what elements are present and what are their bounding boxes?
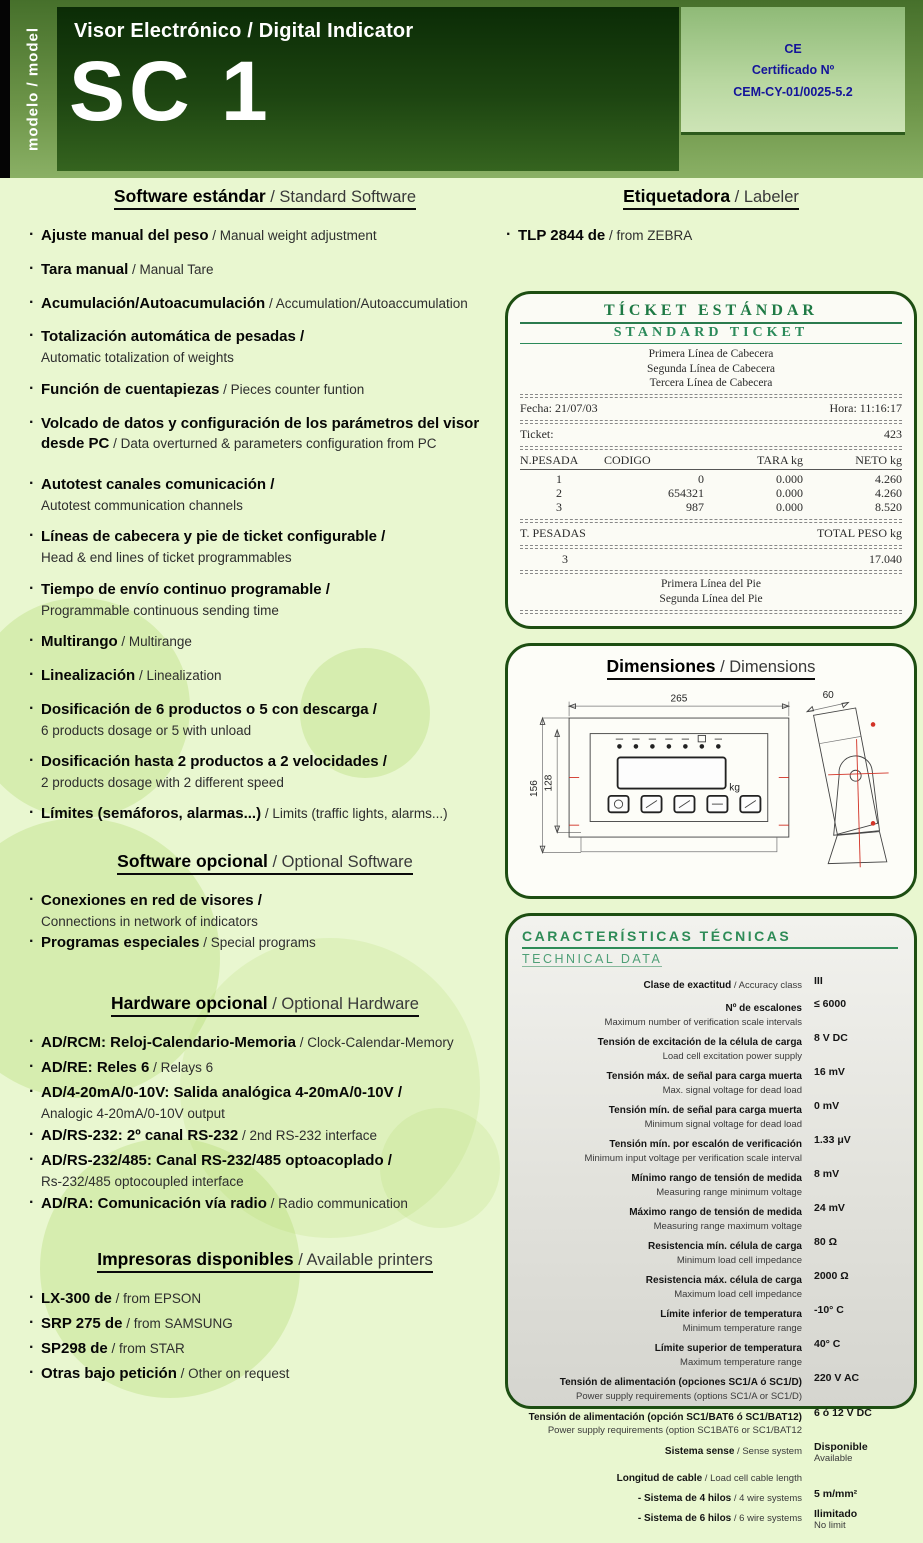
list-item: [28, 1151, 502, 1190]
section-title-es: Dimensiones: [606, 655, 716, 676]
section-available-printers: [28, 1249, 502, 1384]
tech-row: [522, 1488, 898, 1507]
section-title-es: Hardware opcional: [111, 993, 268, 1014]
model-vertical-label: modelo / model: [24, 27, 42, 152]
tech-label-en: / 4 wire systems: [731, 1493, 802, 1505]
right-column: [505, 186, 917, 1532]
tech-value: III: [814, 974, 823, 987]
section-heading-underline: [97, 1249, 433, 1273]
item-en: 6 products dosage or 5 with unload: [41, 722, 252, 738]
tech-row: [522, 1100, 898, 1130]
list-item: [28, 891, 502, 930]
item-en: Automatic totalization of weights: [41, 350, 234, 366]
tech-label-es: Clase de exactitud: [643, 979, 732, 991]
section-heading-labeler: [505, 186, 917, 210]
tech-row: [522, 1066, 898, 1096]
standard-ticket-panel: [505, 291, 917, 629]
tech-value: 40° C: [814, 1338, 841, 1351]
tech-label-es: Sistema sense: [664, 1445, 735, 1457]
tech-row: [522, 1304, 898, 1334]
ticket-cell: 2: [556, 486, 562, 501]
tech-value: 220 V AC: [814, 1372, 860, 1385]
item-en: / Manual Tare: [128, 261, 214, 277]
dimensions-drawing: [516, 686, 906, 892]
item-es: Otras bajo petición: [41, 1364, 177, 1382]
dim-inner-height-label: 128: [543, 774, 555, 792]
tech-label-en: / Accuracy class: [731, 979, 802, 991]
tech-value: 1.33 μV: [814, 1133, 851, 1146]
item-es: Líneas de cabecera y pie de ticket configurable /: [41, 528, 386, 546]
ticket-header-line: Primera Línea de Cabecera: [648, 348, 774, 361]
list-item: [28, 1339, 502, 1360]
ticket-date: Fecha: 21/07/03: [520, 400, 598, 415]
ticket-row: [520, 473, 902, 487]
list-item: [28, 632, 502, 653]
item-es: Linealización: [41, 666, 136, 684]
section-heading: [28, 186, 502, 210]
ticket-footer-line: Segunda Línea del Pie: [659, 592, 763, 605]
list-item: [28, 1033, 502, 1054]
list-item: [28, 226, 502, 247]
ticket-footer-lines: [520, 578, 902, 605]
technical-data-table: [508, 916, 914, 1543]
item-en: / Radio communication: [266, 1196, 408, 1212]
item-es: Totalización automática de pesadas /: [41, 328, 305, 346]
tech-label-es: - Sistema de 4 hilos: [637, 1493, 732, 1505]
model-name: SC 1: [69, 44, 272, 138]
item-en: / from ZEBRA: [605, 228, 693, 243]
tech-value: ≤ 6000: [814, 997, 847, 1010]
tech-label-es: Tensión de alimentación (opciones SC1/A ó SC1/D): [559, 1377, 802, 1389]
section-optional-software: [28, 851, 502, 953]
item-es: Ajuste manual del peso: [41, 227, 209, 244]
certificate-number: CEM-CY-01/0025-5.2: [733, 84, 853, 99]
item-es: AD/RA: Comunicación vía radio: [41, 1195, 267, 1213]
tech-label-es: Resistencia mín. célula de carga: [648, 1241, 802, 1253]
tech-row: [522, 1202, 898, 1232]
item-es: AD/RE: Reles 6: [41, 1059, 150, 1077]
tech-label-es: Resistencia máx. célula de carga: [645, 1275, 802, 1287]
ticket-col-header: TARA kg: [756, 452, 803, 467]
tech-row: [522, 1236, 898, 1266]
item-es: Volcado de datos y configuración de los parámetros del visor desde PC: [41, 414, 480, 453]
tech-value: 80 Ω: [814, 1236, 838, 1249]
section-heading: [28, 993, 502, 1017]
tech-value: Ilimitado: [814, 1507, 858, 1520]
section-standard-software: [28, 186, 502, 825]
ticket-totals-row: [520, 553, 902, 567]
tech-row: [522, 1134, 898, 1164]
item-es: Programas especiales: [41, 933, 200, 951]
section-heading-underline: [114, 186, 416, 210]
list-item: [28, 260, 502, 281]
tech-label-es: Tensión de alimentación (opción SC1/BAT6 ó SC1/BAT12): [528, 1411, 802, 1423]
section-heading: [28, 851, 502, 875]
tech-value: 2000 Ω: [814, 1270, 849, 1283]
list-item: [28, 1058, 502, 1079]
tech-label-es: - Sistema de 6 hilos: [637, 1512, 732, 1524]
tech-label-en: / Load cell cable length: [702, 1473, 802, 1485]
item-en: Connections in network of indicators: [41, 914, 258, 930]
ticket-cell: 0.000: [776, 486, 803, 501]
tech-label-en: Power supply requirements (option SC1BAT6 or SC1/BAT12: [547, 1425, 802, 1437]
section-optional-hardware: [28, 993, 502, 1215]
ticket: [520, 302, 902, 614]
ticket-total-weight: 17.040: [869, 551, 902, 566]
tech-value: 5 m/mm²: [814, 1488, 858, 1501]
ticket-cell: 654321: [668, 486, 704, 501]
tech-value: 8 V DC: [814, 1031, 848, 1044]
tech-row: [522, 975, 898, 994]
ticket-number-label: Ticket:: [520, 426, 554, 441]
ticket-cell: 0.000: [776, 472, 803, 487]
item-en: / Manual weight adjustment: [208, 228, 377, 243]
tech-label-en: Maximum load cell impedance: [674, 1289, 802, 1301]
item-es: Dosificación hasta 2 productos a 2 velocidades /: [41, 753, 387, 771]
ticket-separator: [520, 610, 902, 614]
tech-value: 8 mV: [814, 1168, 840, 1181]
item-en: / from STAR: [107, 1340, 185, 1356]
tech-row: [522, 1372, 898, 1402]
item-en: / Special programs: [199, 934, 316, 950]
ticket-separator: [520, 545, 902, 549]
ticket-header-lines: [520, 348, 902, 390]
ticket-col-header: NETO kg: [855, 452, 902, 467]
dim-width-label: 265: [670, 693, 688, 705]
technical-data-panel: [505, 913, 917, 1532]
ticket-col-header: N.PESADA: [520, 452, 579, 467]
item-en: / Pieces counter funtion: [219, 381, 365, 397]
tech-label-es: Tensión mín. de señal para carga muerta: [608, 1104, 802, 1116]
tech-row: [522, 1407, 898, 1437]
tech-title-es: CARACTERÍSTICAS TÉCNICAS: [522, 928, 898, 949]
tech-row: [522, 998, 898, 1028]
item-es: LX-300 de: [41, 1290, 112, 1308]
tech-label-en: Power supply requirements (options SC1/A or SC1/D): [576, 1391, 802, 1403]
tech-label-en: Minimum temperature range: [682, 1323, 802, 1335]
list-item: [28, 1194, 502, 1215]
list-item: [28, 666, 502, 687]
tech-label-es: Mínimo rango de tensión de medida: [631, 1173, 802, 1185]
tech-label-es: Nº de escalones: [725, 1002, 802, 1014]
tech-label-en: Maximum number of verification scale intervals: [604, 1016, 802, 1028]
tech-label-en: / Sense system: [734, 1445, 802, 1457]
tech-value: 6 ó 12 V DC: [814, 1406, 872, 1419]
item-es: Autotest canales comunicación /: [41, 476, 275, 494]
ce-mark: CE: [784, 42, 802, 56]
item-es: Conexiones en red de visores /: [41, 892, 262, 910]
list-item: [28, 294, 502, 315]
item-es: Tiempo de envío continuo programable /: [41, 580, 330, 598]
section-title-en: / Optional Hardware: [267, 995, 419, 1014]
tech-title-en: TECHNICAL DATA: [522, 951, 663, 966]
tech-value: 16 mV: [814, 1065, 845, 1078]
section-heading: [28, 1249, 502, 1273]
item-es: Dosificación de 6 productos o 5 con descarga /: [41, 700, 377, 718]
list-item: [28, 580, 502, 619]
ticket-number-row: [520, 428, 902, 442]
tech-label-es: Tensión mín. por escalón de verificación: [609, 1138, 802, 1150]
section-heading-dimensions: [516, 656, 906, 680]
section-title-en: / Optional Software: [267, 853, 413, 872]
ticket-row: [520, 487, 902, 501]
section-title-es: Etiquetadora: [623, 186, 731, 206]
ticket-cell: 0: [698, 472, 704, 487]
section-title-es: Impresoras disponibles: [97, 1249, 294, 1270]
tech-row: [522, 1508, 898, 1532]
dim-depth-label: 60: [822, 689, 834, 701]
ticket-totals-header: [520, 527, 902, 541]
list-item: [28, 752, 502, 791]
left-edge-bar: [0, 0, 10, 178]
dim-height-label: 156: [529, 779, 541, 797]
page-body: [0, 178, 923, 1532]
list-item: [28, 1364, 502, 1385]
item-es: Multirango: [41, 633, 118, 651]
item-en: / from SAMSUNG: [122, 1316, 233, 1332]
tech-label-en: Load cell excitation power supply: [662, 1050, 802, 1062]
list-item: [28, 933, 502, 954]
list-item: [28, 1314, 502, 1335]
ticket-cell: 1: [556, 472, 562, 487]
tech-label-en: Maximum temperature range: [680, 1357, 802, 1369]
tech-label-es: Tensión máx. de señal para carga muerta: [606, 1070, 802, 1082]
item-en: / Multirange: [117, 634, 192, 650]
header-box: [57, 7, 679, 171]
ticket-number: 423: [884, 426, 902, 441]
list-item: [28, 804, 502, 825]
ticket-cell: 3: [556, 499, 562, 514]
list-item: [505, 226, 917, 247]
tech-value: -10° C: [814, 1304, 844, 1317]
ce-certificate-box: [681, 7, 905, 135]
ticket-cell: 4.260: [875, 486, 902, 501]
item-en: / Data overturned & parameters configuration from PC: [109, 436, 437, 452]
list-item: [28, 700, 502, 739]
item-es: AD/RS-232: 2º canal RS-232: [41, 1127, 239, 1145]
tech-label-en: Minimum signal voltage for dead load: [644, 1118, 802, 1130]
item-en: / Accumulation/Autoaccumulation: [265, 295, 468, 311]
item-es: Función de cuentapiezas: [41, 380, 220, 398]
ticket-header-line: Segunda Línea de Cabecera: [646, 362, 776, 375]
ticket-col-header: CODIGO: [604, 452, 651, 467]
item-es: SRP 275 de: [41, 1315, 123, 1333]
tech-value: Disponible: [814, 1440, 868, 1453]
list-item: [28, 327, 502, 366]
button-row: [608, 796, 760, 812]
tech-label-en: Minimum input voltage per verification scale interval: [584, 1152, 802, 1164]
tech-value: 24 mV: [814, 1202, 845, 1215]
item-en: / Other on request: [176, 1365, 290, 1381]
ticket-date-row: [520, 402, 902, 416]
dimensions-panel: [505, 643, 917, 899]
ticket-cell: 987: [686, 499, 704, 514]
item-es: TLP 2844 de: [518, 227, 606, 244]
section-title-es: Software estándar: [113, 186, 266, 206]
list-item: [28, 1289, 502, 1310]
ticket-cell: 4.260: [875, 472, 902, 487]
tech-value-en: No limit: [814, 1520, 846, 1532]
section-title-es: Software opcional: [117, 851, 268, 872]
item-en: / Linealization: [135, 667, 222, 683]
ticket-total-count: 3: [562, 551, 568, 566]
section-title-en: / Standard Software: [265, 188, 417, 206]
tech-label-es: Longitud de cable: [616, 1473, 703, 1485]
item-es: Límites (semáforos, alarmas...): [41, 805, 262, 823]
ticket-cell: 0.000: [776, 499, 803, 514]
tech-row: [522, 1468, 898, 1487]
ticket-table-header: [520, 454, 902, 468]
ticket-header-line: Tercera Línea de Cabecera: [649, 376, 773, 389]
tech-row: [522, 1441, 898, 1465]
item-en: Analogic 4-20mA/0-10V output: [41, 1105, 225, 1121]
list-item: [28, 1083, 502, 1122]
list-item: [28, 414, 502, 456]
tech-label-es: Límite superior de temperatura: [654, 1343, 802, 1355]
section-heading-underline: [117, 851, 413, 875]
ticket-total-weight-label: TOTAL PESO kg: [816, 525, 902, 540]
tech-label-es: Máximo rango de tensión de medida: [629, 1207, 802, 1219]
section-title-en: / Dimensions: [715, 657, 816, 676]
item-es: SP298 de: [41, 1339, 108, 1357]
ticket-separator: [520, 394, 902, 398]
tech-label-en: / 6 wire systems: [731, 1512, 802, 1524]
item-es: Tara manual: [41, 260, 129, 278]
tech-label-en: Measuring range maximum voltage: [653, 1220, 802, 1232]
tech-label-es: Tensión de excitación de la célula de carga: [597, 1036, 802, 1048]
item-en: / from EPSON: [111, 1291, 202, 1307]
section-heading-underline: [111, 993, 419, 1017]
item-en: / Clock-Calendar-Memory: [296, 1035, 454, 1051]
ticket-separator: [520, 570, 902, 574]
item-en: / Relays 6: [149, 1060, 214, 1076]
item-es: AD/4-20mA/0-10V: Salida analógica 4-20mA/0-10V /: [41, 1083, 402, 1101]
item-en: Head & end lines of ticket programmables: [41, 550, 292, 566]
list-item: [28, 380, 502, 401]
item-es: AD/RCM: Reloj-Calendario-Memoria: [41, 1034, 297, 1052]
tech-label-en: Minimum load cell impedance: [676, 1255, 802, 1267]
item-en: Programmable continuous sending time: [41, 602, 279, 618]
header-band: [0, 0, 923, 178]
section-title-en: / Labeler: [730, 188, 799, 206]
ticket-rule: [520, 469, 902, 470]
tech-label-en: Measuring range minimum voltage: [656, 1186, 802, 1198]
item-en: 2 products dosage with 2 different speed: [41, 774, 284, 790]
item-en: / Limits (traffic lights, alarms...): [261, 806, 448, 822]
tech-row: [522, 1338, 898, 1368]
tech-row: [522, 1168, 898, 1198]
tech-row: [522, 1032, 898, 1062]
ticket-row: [520, 501, 902, 515]
tech-label-en: Max. signal voltage for dead load: [662, 1084, 802, 1096]
item-en: Rs-232/485 optocoupled interface: [41, 1173, 244, 1189]
tech-value: 0 mV: [814, 1099, 840, 1112]
left-column: [28, 186, 502, 1388]
item-es: AD/RS-232/485: Canal RS-232/485 optoacoplado /: [41, 1152, 392, 1170]
ticket-cell: 8.520: [875, 499, 902, 514]
tech-label-es: Límite inferior de temperatura: [660, 1309, 802, 1321]
ticket-separator: [520, 519, 902, 523]
list-item: [28, 527, 502, 566]
certificate-label: Certificado Nº: [751, 63, 835, 78]
ticket-totals-label: T. PESADAS: [520, 525, 586, 540]
section-title-en: / Available printers: [293, 1251, 433, 1270]
ticket-title-en: STANDARD TICKET: [520, 324, 902, 344]
list-item: [28, 1126, 502, 1147]
tech-value-en: Available: [814, 1453, 853, 1465]
item-es: Acumulación/Autoacumulación: [41, 294, 266, 312]
ticket-separator: [520, 420, 902, 424]
page-title: Visor Electrónico / Digital Indicator: [74, 20, 414, 42]
item-en: / 2nd RS-232 interface: [238, 1128, 378, 1144]
ticket-title-es: TÍCKET ESTÁNDAR: [520, 302, 902, 324]
display-unit-label: kg: [729, 782, 740, 794]
item-en: Autotest communication channels: [41, 497, 243, 513]
section-heading-underline: [623, 186, 799, 210]
ticket-separator: [520, 446, 902, 450]
led-row: [616, 735, 722, 748]
list-item: [28, 475, 502, 514]
section-heading-underline: [607, 656, 816, 680]
tech-row: [522, 1270, 898, 1300]
ticket-time: Hora: 11:16:17: [829, 400, 902, 415]
ticket-footer-line: Primera Línea del Pie: [661, 578, 761, 591]
